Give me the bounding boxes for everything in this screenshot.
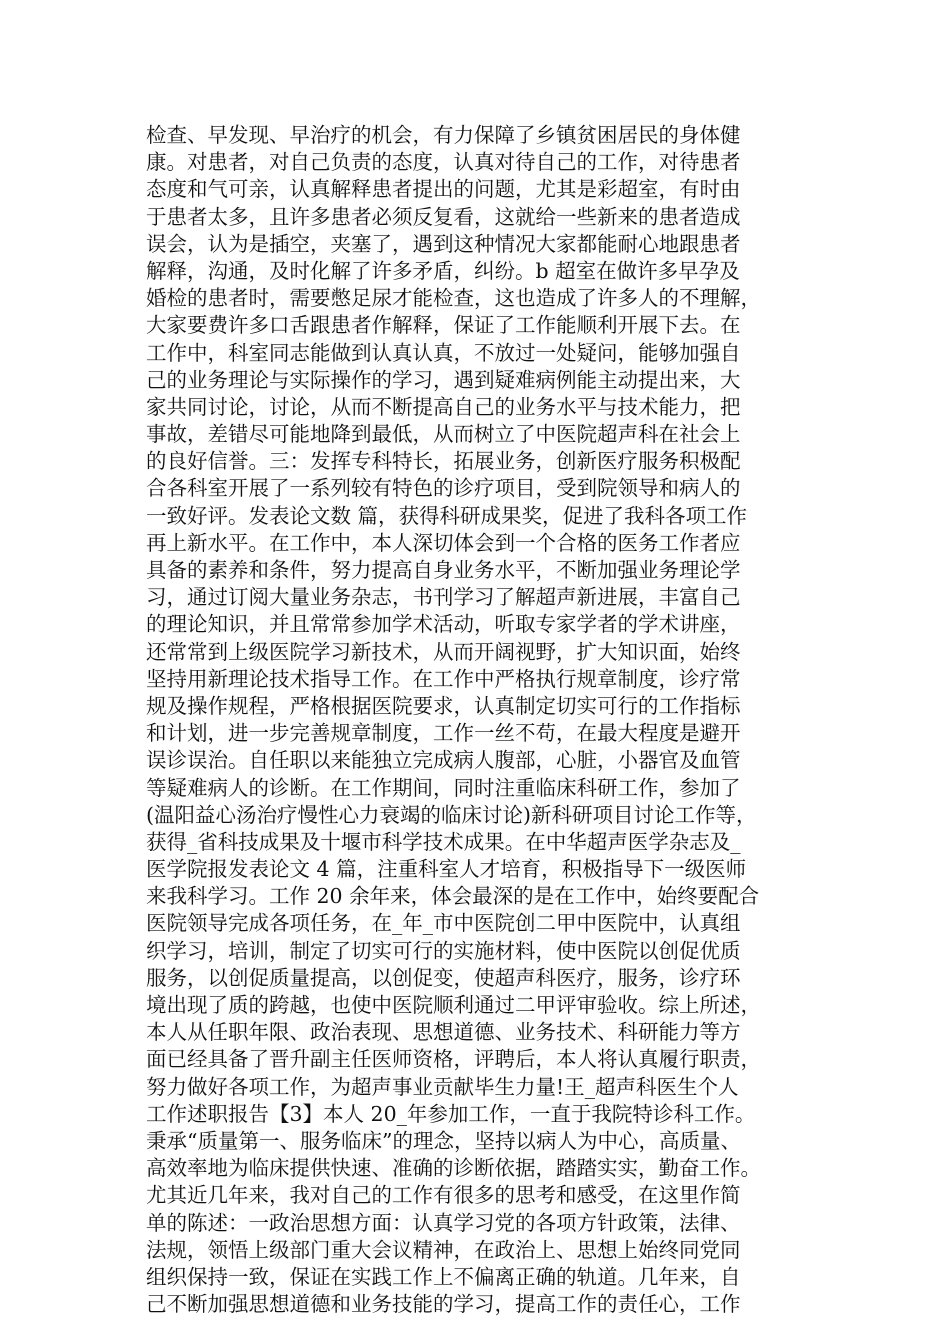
text-line: 面已经具备了晋升副主任医师资格，评聘后，本人将认真履行职责，: [146, 1047, 761, 1072]
text-line: 康。对患者，对自己负责的态度，认真对待自己的工作，对待患者: [146, 150, 741, 175]
text-line: 合各科室开展了一系列较有特色的诊疗项目，受到院领导和病人的: [146, 476, 741, 501]
text-line: (温阳益心汤治疗慢性心力衰竭的临床讨论)新科研项目讨论工作等，: [146, 802, 757, 827]
text-line: 坚持用新理论技术指导工作。在工作中严格执行规章制度，诊疗常: [146, 666, 741, 691]
text-line: 的理论知识，并且常常参加学术活动，听取专家学者的学术讲座，: [146, 612, 741, 637]
text-line: 己的业务理论与实际操作的学习，遇到疑难病例能主动提出来，大: [146, 367, 741, 392]
text-line: 再上新水平。在工作中，本人深切体会到一个合格的医务工作者应: [146, 530, 741, 555]
text-line: 一致好评。发表论文数 篇，获得科研成果奖，促进了我科各项工作: [146, 503, 748, 528]
text-line: 己不断加强思想道德和业务技能的学习，提高工作的责任心，工作: [146, 1292, 741, 1317]
text-line: 来我科学习。工作 20 余年来，体会最深的是在工作中，始终要配合: [146, 884, 760, 909]
text-line: 努力做好各项工作，为超声事业贡献毕生力量!王_超声科医生个人: [146, 1074, 739, 1099]
text-line: 大家要费许多口舌跟患者作解释，保证了工作能顺利开展下去。在: [146, 313, 741, 338]
text-line: 检查、早发现、早治疗的机会，有力保障了乡镇贫困居民的身体健: [146, 123, 741, 147]
text-line: 境出现了质的跨越，也使中医院顺利通过二甲评审验收。综上所述，: [146, 993, 761, 1017]
text-line: 的良好信誉。三：发挥专科特长，拓展业务，创新医疗服务积极配: [146, 449, 741, 474]
text-line: 还常常到上级医院学习新技术，从而开阔视野，扩大知识面，始终: [146, 639, 741, 664]
text-line: 获得_省科技成果及十堰市科学技术成果。在中华超声医学杂志及_: [146, 829, 741, 854]
text-line: 等疑难病人的诊断。在工作期间，同时注重临床科研工作，参加了: [146, 775, 741, 800]
text-line: 工作中，科室同志能做到认真认真，不放过一处疑问，能够加强自: [146, 340, 741, 365]
text-line: 于患者太多，且许多患者必须反复看，这就给一些新来的患者造成: [146, 204, 741, 229]
text-line: 习，通过订阅大量业务杂志，书刊学习了解超声新进展，丰富自己: [146, 585, 741, 610]
text-line: 织学习，培训，制定了切实可行的实施材料，使中医院以创促优质: [146, 938, 741, 963]
body-text: [146, 122, 826, 1318]
text-line: 和计划，进一步完善规章制度，工作一丝不苟，在最大程度是避开: [146, 721, 741, 746]
text-line: 医院领导完成各项任务，在_年_市中医院创二甲中医院中，认真组: [146, 911, 741, 936]
text-line: 态度和气可亲，认真解释患者提出的问题，尤其是彩超室，有时由: [146, 177, 741, 202]
text-line: 本人从任职年限、政治表现、思想道德、业务技术、科研能力等方: [146, 1020, 741, 1045]
text-line: 误会，认为是插空，夹塞了，遇到这种情况大家都能耐心地跟患者: [146, 231, 741, 256]
text-line: 规及操作规程，严格根据医院要求，认真制定切实可行的工作指标: [146, 693, 741, 718]
text-line: 高效率地为临床提供快速、准确的诊断依据，踏踏实实，勤奋工作。: [146, 1156, 761, 1181]
text-line: 事故，差错尽可能地降到最低，从而树立了中医院超声科在社会上: [146, 422, 741, 447]
text-line: 解释，沟通，及时化解了许多矛盾，纠纷。b 超室在做许多早孕及: [146, 258, 740, 283]
text-line: 家共同讨论，讨论，从而不断提高自己的业务水平与技术能力，把: [146, 394, 741, 419]
text-line: 医学院报发表论文 4 篇，注重科室人才培育，积极指导下一级医师: [146, 857, 747, 882]
text-line: 婚检的患者时，需要憋足尿才能检查，这也造成了许多人的不理解，: [146, 286, 761, 311]
text-line: 服务，以创促质量提高，以创促变，使超声科医疗，服务，诊疗环: [146, 965, 741, 990]
text-line: 尤其近几年来，我对自己的工作有很多的思考和感受，在这里作简: [146, 1183, 741, 1208]
text-line: 法规，领悟上级部门重大会议精神，在政治上、思想上始终同党同: [146, 1237, 741, 1262]
text-line: 误诊误治。自任职以来能独立完成病人腹部，心脏，小器官及血管: [146, 748, 741, 773]
text-line: 工作述职报告【3】本人 20_年参加工作，一直于我院特诊科工作。: [146, 1101, 756, 1126]
text-line: 单的陈述：一政治思想方面：认真学习党的各项方针政策，法律、: [146, 1210, 741, 1235]
text-line: 组织保持一致，保证在实践工作上不偏离正确的轨道。几年来，自: [146, 1264, 741, 1289]
text-line: 秉承“质量第一、服务临床”的理念，坚持以病人为中心，高质量、: [146, 1128, 741, 1153]
text-line: 具备的素养和条件，努力提高自身业务水平，不断加强业务理论学: [146, 558, 741, 582]
